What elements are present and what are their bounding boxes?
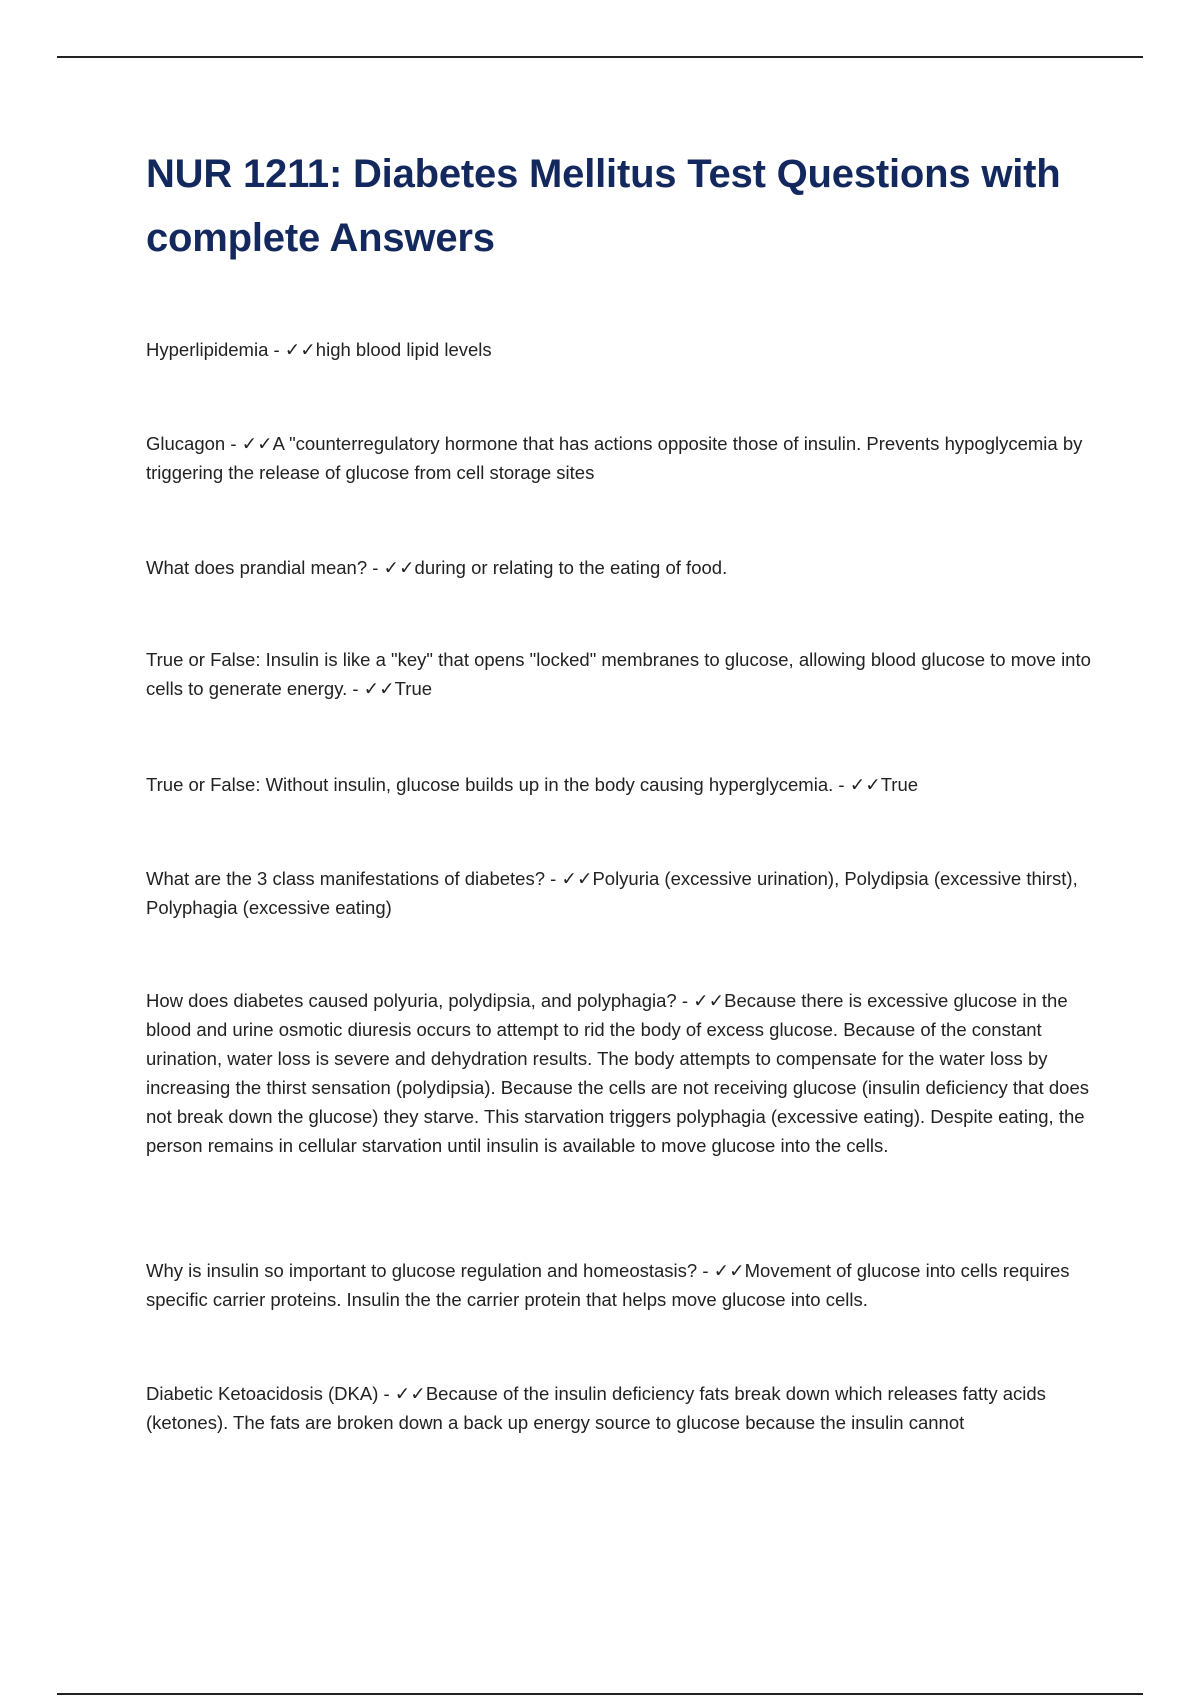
qa-item-prandial: What does prandial mean? - ✓✓during or relating to the eating of food.	[146, 557, 728, 578]
bottom-rule	[57, 1693, 1143, 1695]
qa-item-insulin-importance: Why is insulin so important to glucose regulation and homeostasis? - ✓✓Movement of glucose into cells requires specific carrier proteins. Insulin the the carrier protein that helps move glucose into cells.	[146, 1260, 1070, 1310]
qa-item-without-insulin: True or False: Without insulin, glucose builds up in the body causing hyperglycemia. - ✓✓True	[146, 774, 919, 795]
qa-item-glucagon: Glucagon - ✓✓A "counterregulatory hormone that has actions opposite those of insulin. Prevents hypoglycemia by triggering the release of glucose from cell storage sites	[146, 433, 1083, 483]
page-title: NUR 1211: Diabetes Mellitus Test Questions with complete Answers	[146, 152, 1061, 260]
qa-item-hyperlipidemia: Hyperlipidemia - ✓✓high blood lipid levels	[146, 339, 492, 360]
qa-item-polyuria-mechanism: How does diabetes caused polyuria, polydipsia, and polyphagia? - ✓✓Because there is excessive glucose in the blood and urine osmotic diuresis occurs to attempt to rid the body of excess glucose. Because of the constant urination, water loss is severe and dehydration results. The body attempts to compensate for the water loss by increasing the thirst sensation (polydipsia). Because the cells are not receiving glucose (insulin deficiency that does not break down the glucose) they starve. This starvation triggers polyphagia (excessive eating). Despite eating, the person remains in cellular starvation until insulin is available to move glucose into the cells.	[146, 990, 1089, 1156]
qa-item-manifestations: What are the 3 class manifestations of diabetes? - ✓✓Polyuria (excessive urination), Polydipsia (excessive thirst), Polyphagia (excessive eating)	[146, 868, 1078, 918]
qa-item-insulin-key: True or False: Insulin is like a "key" that opens "locked" membranes to glucose, allowing blood glucose to move into cells to generate energy. - ✓✓True	[146, 649, 1091, 699]
top-rule	[57, 56, 1143, 58]
qa-item-dka: Diabetic Ketoacidosis (DKA) - ✓✓Because of the insulin deficiency fats break down which releases fatty acids (ketones). The fats are broken down a back up energy source to glucose because the insulin cannot	[146, 1383, 1046, 1433]
